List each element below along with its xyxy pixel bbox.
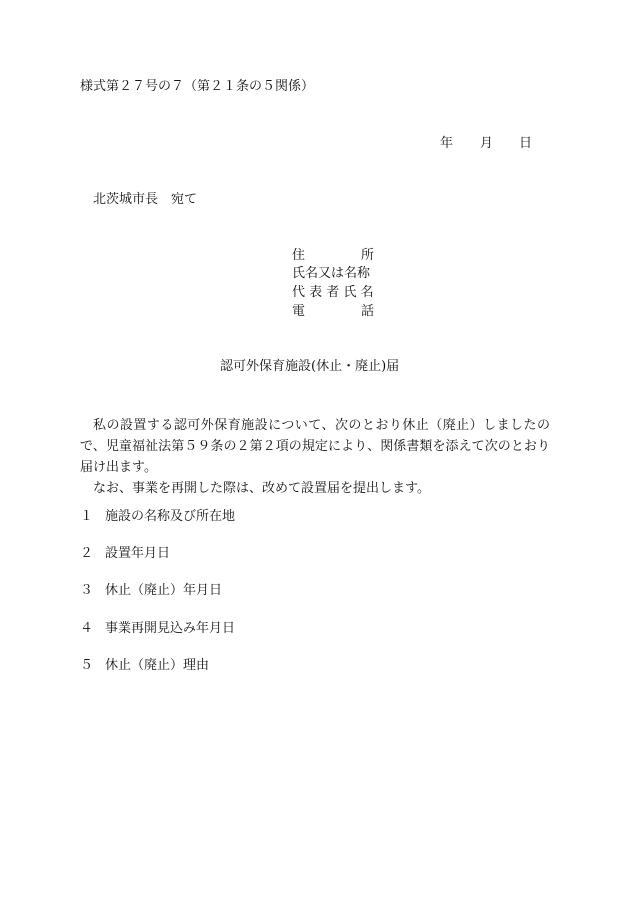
applicant-representative-label [292,286,374,299]
list-item-label: 事業再開見込み年月日 [105,621,236,636]
date-month-label: 月 [480,136,494,151]
list-item-4 [80,622,235,635]
applicant-address-label-part2: 所 [360,248,374,263]
list-item-3 [80,584,222,597]
list-item-label: 休止（廃止）理由 [105,658,210,673]
applicant-name-label [292,267,374,280]
applicant-address-label-part1: 住 [292,248,306,263]
date-year-label: 年 [440,136,454,151]
applicant-address-label [292,249,374,262]
list-item-5 [80,659,209,672]
applicant-phone-label-part2: 話 [360,304,374,319]
applicant-name-label-text: 氏名又は名称 [292,266,371,281]
document-title: 認可外保育施設(休止・廃止)届 [220,359,400,374]
list-item-1 [80,510,235,523]
list-item-label: 施設の名称及び所在地 [105,509,236,524]
list-item-number: ４ [80,621,94,636]
form-number: 様式第２７号の７（第２１条の５関係） [80,79,315,94]
body-paragraph-1: 私の設置する認可外保育施設について、次のとおり休止（廃止）しましたので、児童福祉法第５９条の２第２項の規定により、関係書類を添えて次のとおり届け出ます。 [80,418,550,475]
list-item-number: ２ [80,546,94,561]
body-paragraph-2: なお、事業を再開した際は、改めて設置届を提出します。 [93,481,430,496]
list-item-number: ５ [80,658,94,673]
list-item-2 [80,547,170,560]
date-day-label: 日 [519,136,533,151]
applicant-phone-label [292,305,374,318]
applicant-representative-label-text: 代 表 者 氏 名 [292,285,374,300]
list-item-label: 設置年月日 [105,546,171,561]
body-text [80,415,550,499]
applicant-phone-label-part1: 電 [292,304,306,319]
list-item-number: ３ [80,583,94,598]
list-item-number: １ [80,509,94,524]
list-item-label: 休止（廃止）年月日 [105,583,223,598]
addressee: 北茨城市長 宛て [93,192,198,207]
